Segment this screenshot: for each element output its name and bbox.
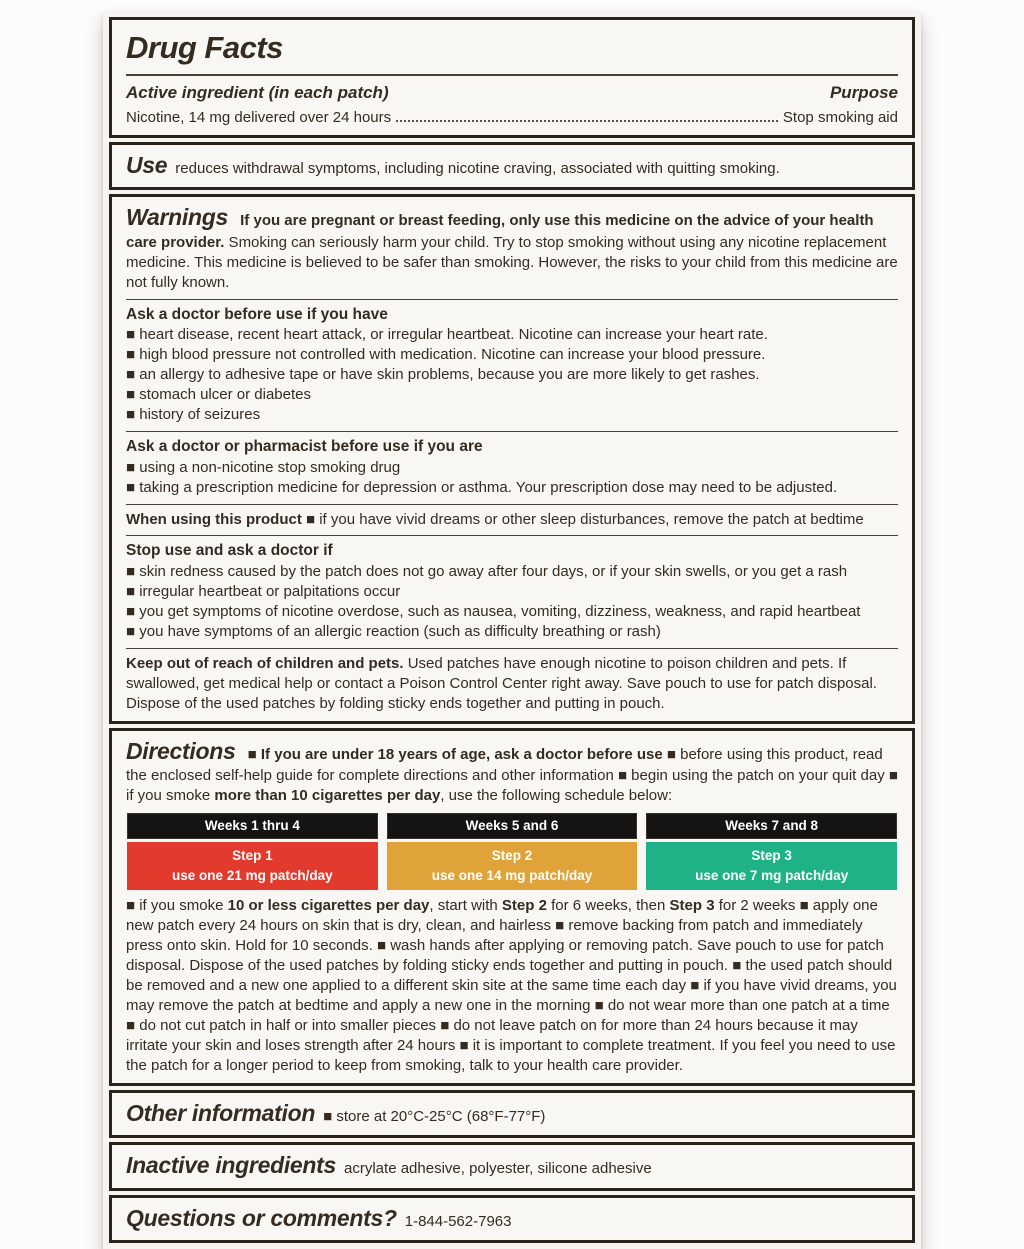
drug-facts-label (103, 12, 921, 1249)
purpose-heading: Purpose (829, 83, 898, 103)
stop-use-heading: Stop use and ask a doctor if (126, 542, 333, 560)
ask-pharmacist-list (126, 458, 898, 498)
list-item: ■ heart disease, recent heart attack, or irregular heartbeat. Nicotine can increase your heart rate. (126, 326, 768, 344)
use-text: reduces withdrawal symptoms, including nicotine craving, associated with quitting smoking. (175, 159, 780, 177)
list-item: ■ stomach ulcer or diabetes (126, 386, 311, 404)
warnings-heading: Warnings (126, 204, 228, 231)
inactive-ingredients-text: acrylate adhesive, polyester, silicone adhesive (344, 1160, 652, 1178)
list-item: ■ you have symptoms of an allergic reaction (such as difficulty breathing or rash) (126, 622, 661, 640)
step-dose: use one 21 mg patch/day (172, 867, 333, 883)
other-information-heading: Other information (126, 1099, 316, 1126)
schedule-column-step1 (127, 813, 378, 890)
dosing-schedule-table (127, 813, 897, 890)
schedule-week-header: Weeks 1 thru 4 (127, 813, 378, 839)
section-use (109, 142, 915, 191)
list-item: ■ high blood pressure not controlled with medication. Nicotine can increase your blood pressure. (126, 346, 766, 364)
list-item: ■ history of seizures (126, 406, 261, 424)
schedule-column-step3 (646, 813, 897, 890)
purpose-value: Stop smoking aid (782, 108, 898, 126)
section-inactive-ingredients (109, 1142, 915, 1191)
warnings-intro-text: If you are pregnant or breast feeding, only use this medicine on the advice of your health care provider. Smoking can seriously harm your child. Try to stop smoking without using any nicotine replacement medicine. This medicine is believed to be safer than smoking. However, the risks to your child from this medicine are not fully known. (126, 212, 898, 291)
inactive-ingredients-heading: Inactive ingredients (126, 1152, 337, 1179)
dotted-leader (396, 119, 778, 122)
section-other-information (109, 1090, 915, 1139)
section-directions (109, 728, 915, 1086)
schedule-week-header: Weeks 7 and 8 (646, 813, 897, 839)
list-item: ■ you get symptoms of nicotine overdose, such as nausea, vomiting, dizziness, weakness, and rapid heartbeat (126, 602, 861, 620)
schedule-week-header: Weeks 5 and 6 (387, 813, 638, 839)
list-item: ■ irregular heartbeat or palpitations occur (126, 583, 401, 600)
ask-doctor-heading: Ask a doctor before use if you have (126, 305, 388, 323)
keep-out-text: Keep out of reach of children and pets. Used patches have enough nicotine to poison children and pets. If swallowed, get medical help or contact a Poison Control Center right away. Save pouch to use for patch disposal. Dispose of the used patches by folding sticky ends together and putting in pouch. (126, 654, 877, 712)
list-item: ■ using a non-nicotine stop smoking drug (126, 458, 401, 476)
schedule-step-cell (127, 842, 378, 890)
step-label: Step 2 (491, 848, 533, 864)
ask-doctor-list (126, 325, 898, 425)
warnings-ask-pharmacist (126, 431, 898, 497)
questions-phone: 1-844-562-7963 (404, 1212, 512, 1230)
directions-heading: Directions (126, 737, 236, 764)
list-item: ■ taking a prescription medicine for depression or asthma. Your prescription dose may need to be adjusted. (126, 478, 838, 496)
active-ingredient-heading: Active ingredient (in each patch) (126, 83, 389, 103)
ask-pharmacist-heading: Ask a doctor or pharmacist before use if you are (126, 438, 483, 456)
warnings-keep-out (126, 648, 898, 714)
schedule-column-step2 (387, 813, 638, 890)
page-title: Drug Facts (126, 30, 283, 65)
other-information-text: ■ store at 20°C-25°C (68°F-77°F) (323, 1107, 546, 1125)
directions-body: ■ if you smoke 10 or less cigarettes per day, start with Step 2 for 6 weeks, then Step 3 for 2 weeks ■ apply one new patch every 24 hours on skin that is dry, clean, and hairless ■ remove backing from patch and immediately press onto skin. Hold for 10 seconds. ■ wash hands after applying or removing patch. Save pouch to use for patch disposal. Dispose of the used patches by folding sticky ends together and putting in pouch. ■ the used patch should be removed and a new one applied to a different skin site at the same time each day ■ if you have vivid dreams, you may remove the patch at bedtime and apply a new one in the morning ■ do not wear more than one patch at a time ■ do not cut patch in half or into smaller pieces ■ do not leave patch on for more than 24 hours because it may irritate your skin and loses strength after 24 hours ■ it is important to complete treatment. If you feel you need to use the patch for a longer period to keep from smoking, talk to your health care provider. (126, 897, 897, 1074)
title-divider (126, 74, 898, 76)
section-questions (109, 1195, 915, 1244)
warnings-intro (126, 202, 898, 292)
directions-intro (126, 736, 898, 806)
list-item: ■ an allergy to adhesive tape or have skin problems, because you are more likely to get rashes. (126, 366, 760, 384)
directions-intro-text: ■ If you are under 18 years of age, ask a doctor before use ■ before using this product, read the enclosed self-help guide for complete directions and other information ■ begin using the patch on your quit day ■ if you smoke more than 10 cigarettes per day, use the following schedule below: (126, 745, 898, 805)
warnings-ask-doctor (126, 299, 898, 425)
step-dose: use one 14 mg patch/day (431, 867, 593, 883)
stop-use-list (126, 562, 898, 642)
use-heading: Use (126, 151, 168, 178)
list-item: ■ skin redness caused by the patch does not go away after four days, or if your skin swells, or you get a rash (126, 563, 848, 581)
warnings-stop-use (126, 535, 898, 641)
section-warnings (109, 194, 915, 723)
step-label: Step 3 (751, 848, 792, 864)
schedule-step-cell (387, 842, 638, 890)
step-dose: use one 7 mg patch/day (695, 867, 849, 883)
step-label: Step 1 (232, 848, 273, 864)
schedule-step-cell (646, 842, 897, 890)
when-using-text: When using this product ■ if you have vivid dreams or other sleep disturbances, remove the patch at bedtime (126, 510, 864, 528)
questions-heading: Questions or comments? (126, 1204, 397, 1231)
ingredient-text: Nicotine, 14 mg delivered over 24 hours (126, 108, 392, 126)
section-header (109, 17, 915, 138)
warnings-when-using (126, 504, 898, 530)
